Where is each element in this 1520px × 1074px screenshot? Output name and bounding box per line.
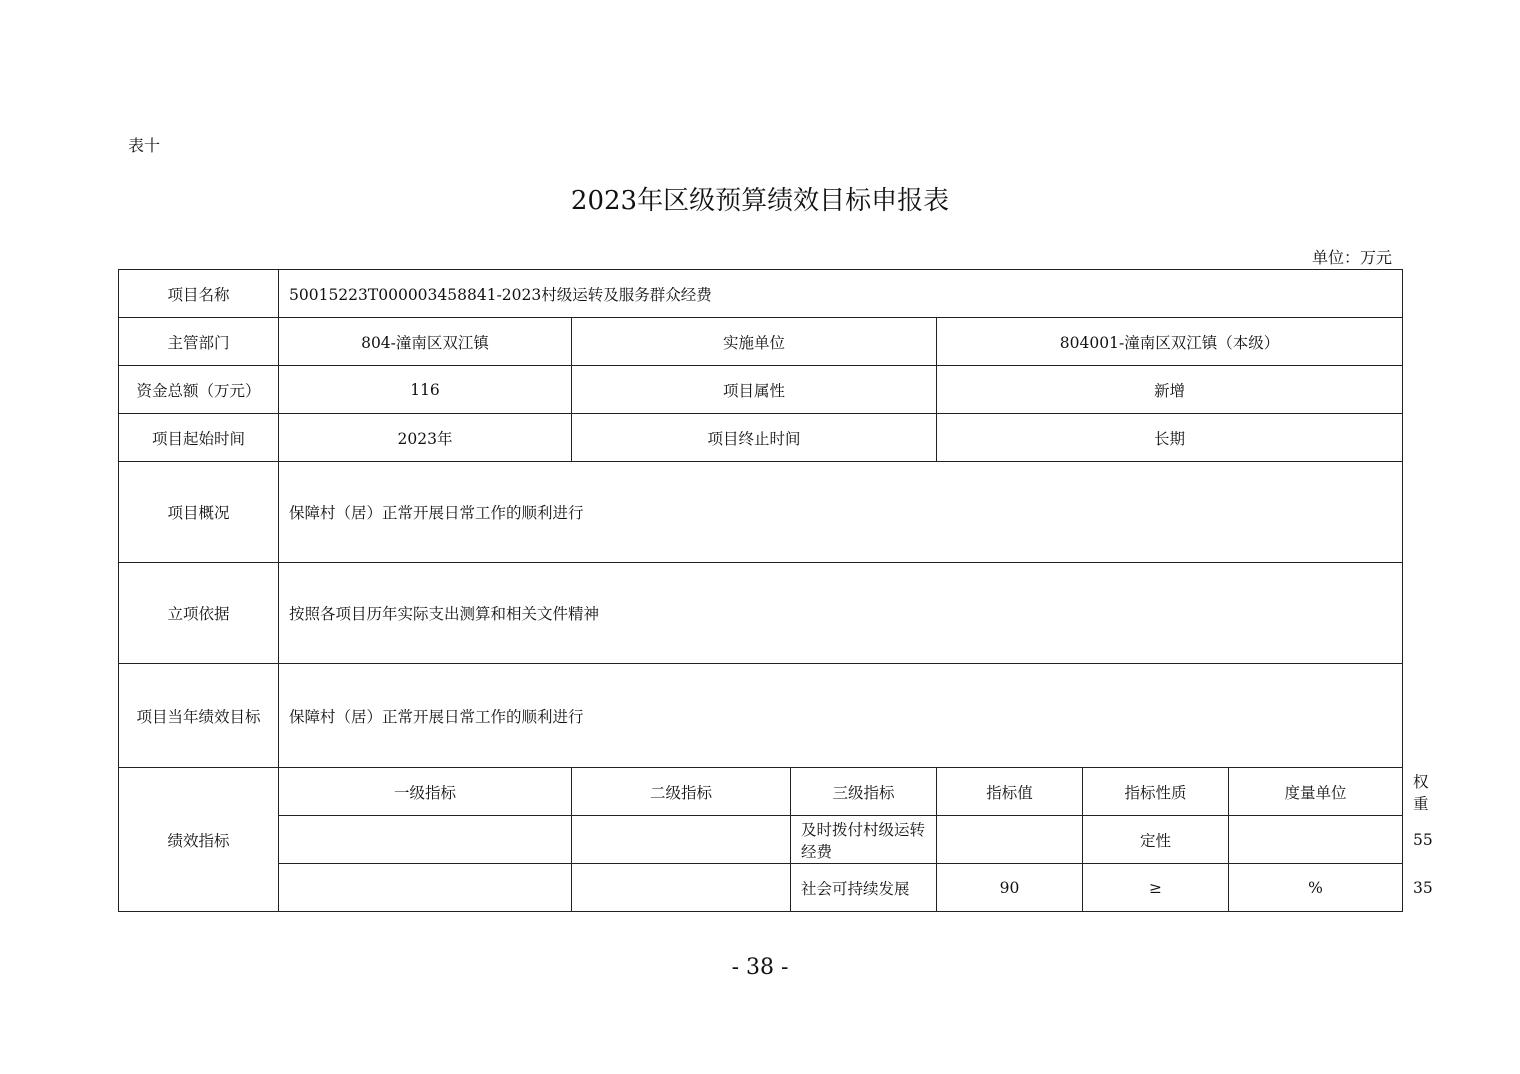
basis-value: 按照各项目历年实际支出测算和相关文件精神 <box>279 563 1403 664</box>
row-project-name <box>119 270 1403 318</box>
indicator-value: 90 <box>937 864 1083 912</box>
indicator-header-level3: 三级指标 <box>791 768 937 816</box>
budget-form-table <box>118 269 1433 912</box>
indicator-level3: 及时拨付村级运转经费 <box>791 816 937 864</box>
indicator-header-level2: 二级指标 <box>572 768 791 816</box>
indicator-nature: 定性 <box>1083 816 1229 864</box>
page-number: - 38 - <box>731 955 789 980</box>
indicator-level2 <box>572 864 791 912</box>
project-attribute-value: 新增 <box>937 366 1403 414</box>
indicator-value <box>937 816 1083 864</box>
department-value: 804-潼南区双江镇 <box>279 318 572 366</box>
department-label: 主管部门 <box>119 318 279 366</box>
row-basis <box>119 563 1403 664</box>
row-goal <box>119 664 1403 768</box>
funds-label: 资金总额（万元） <box>119 366 279 414</box>
indicator-nature: ≥ <box>1083 864 1229 912</box>
indicator-row: 社会可持续发展 90 ≥ % 35 <box>119 864 1403 912</box>
document-title: 2023年区级预算绩效目标申报表 <box>570 186 950 216</box>
implementing-unit-label: 实施单位 <box>572 318 937 366</box>
indicator-level1 <box>279 816 572 864</box>
indicator-header-level1: 一级指标 <box>279 768 572 816</box>
start-time-label: 项目起始时间 <box>119 414 279 462</box>
implementing-unit-value: 804001-潼南区双江镇（本级） <box>937 318 1403 366</box>
project-name-value: 50015223T000003458841-2023村级运转及服务群众经费 <box>279 270 1403 318</box>
end-time-label: 项目终止时间 <box>572 414 937 462</box>
indicator-row: 及时拨付村级运转经费 定性 55 <box>119 816 1403 864</box>
basis-label: 立项依据 <box>119 563 279 664</box>
overview-value: 保障村（居）正常开展日常工作的顺利进行 <box>279 462 1403 563</box>
row-time <box>119 414 1403 462</box>
indicator-unit <box>1229 816 1403 864</box>
overview-label: 项目概况 <box>119 462 279 563</box>
indicator-header-row: 绩效指标 一级指标 二级指标 三级指标 指标值 指标性质 度量单位 权重 <box>119 768 1403 816</box>
end-time-value: 长期 <box>937 414 1403 462</box>
goal-label: 项目当年绩效目标 <box>119 664 279 768</box>
indicators-label: 绩效指标 <box>119 768 279 912</box>
goal-value: 保障村（居）正常开展日常工作的顺利进行 <box>279 664 1403 768</box>
funds-value: 116 <box>279 366 572 414</box>
unit-label: 单位：万元 <box>1311 248 1392 267</box>
row-funds <box>119 366 1403 414</box>
row-overview <box>119 462 1403 563</box>
row-department <box>119 318 1403 366</box>
project-attribute-label: 项目属性 <box>572 366 937 414</box>
indicator-level3: 社会可持续发展 <box>791 864 937 912</box>
table-label: 表十 <box>128 136 161 155</box>
indicator-unit: % <box>1229 864 1403 912</box>
indicator-header-nature: 指标性质 <box>1083 768 1229 816</box>
indicator-header-value: 指标值 <box>937 768 1083 816</box>
project-name-label: 项目名称 <box>119 270 279 318</box>
indicator-level1 <box>279 864 572 912</box>
start-time-value: 2023年 <box>279 414 572 462</box>
indicator-level2 <box>572 816 791 864</box>
indicator-header-unit: 度量单位 <box>1229 768 1403 816</box>
